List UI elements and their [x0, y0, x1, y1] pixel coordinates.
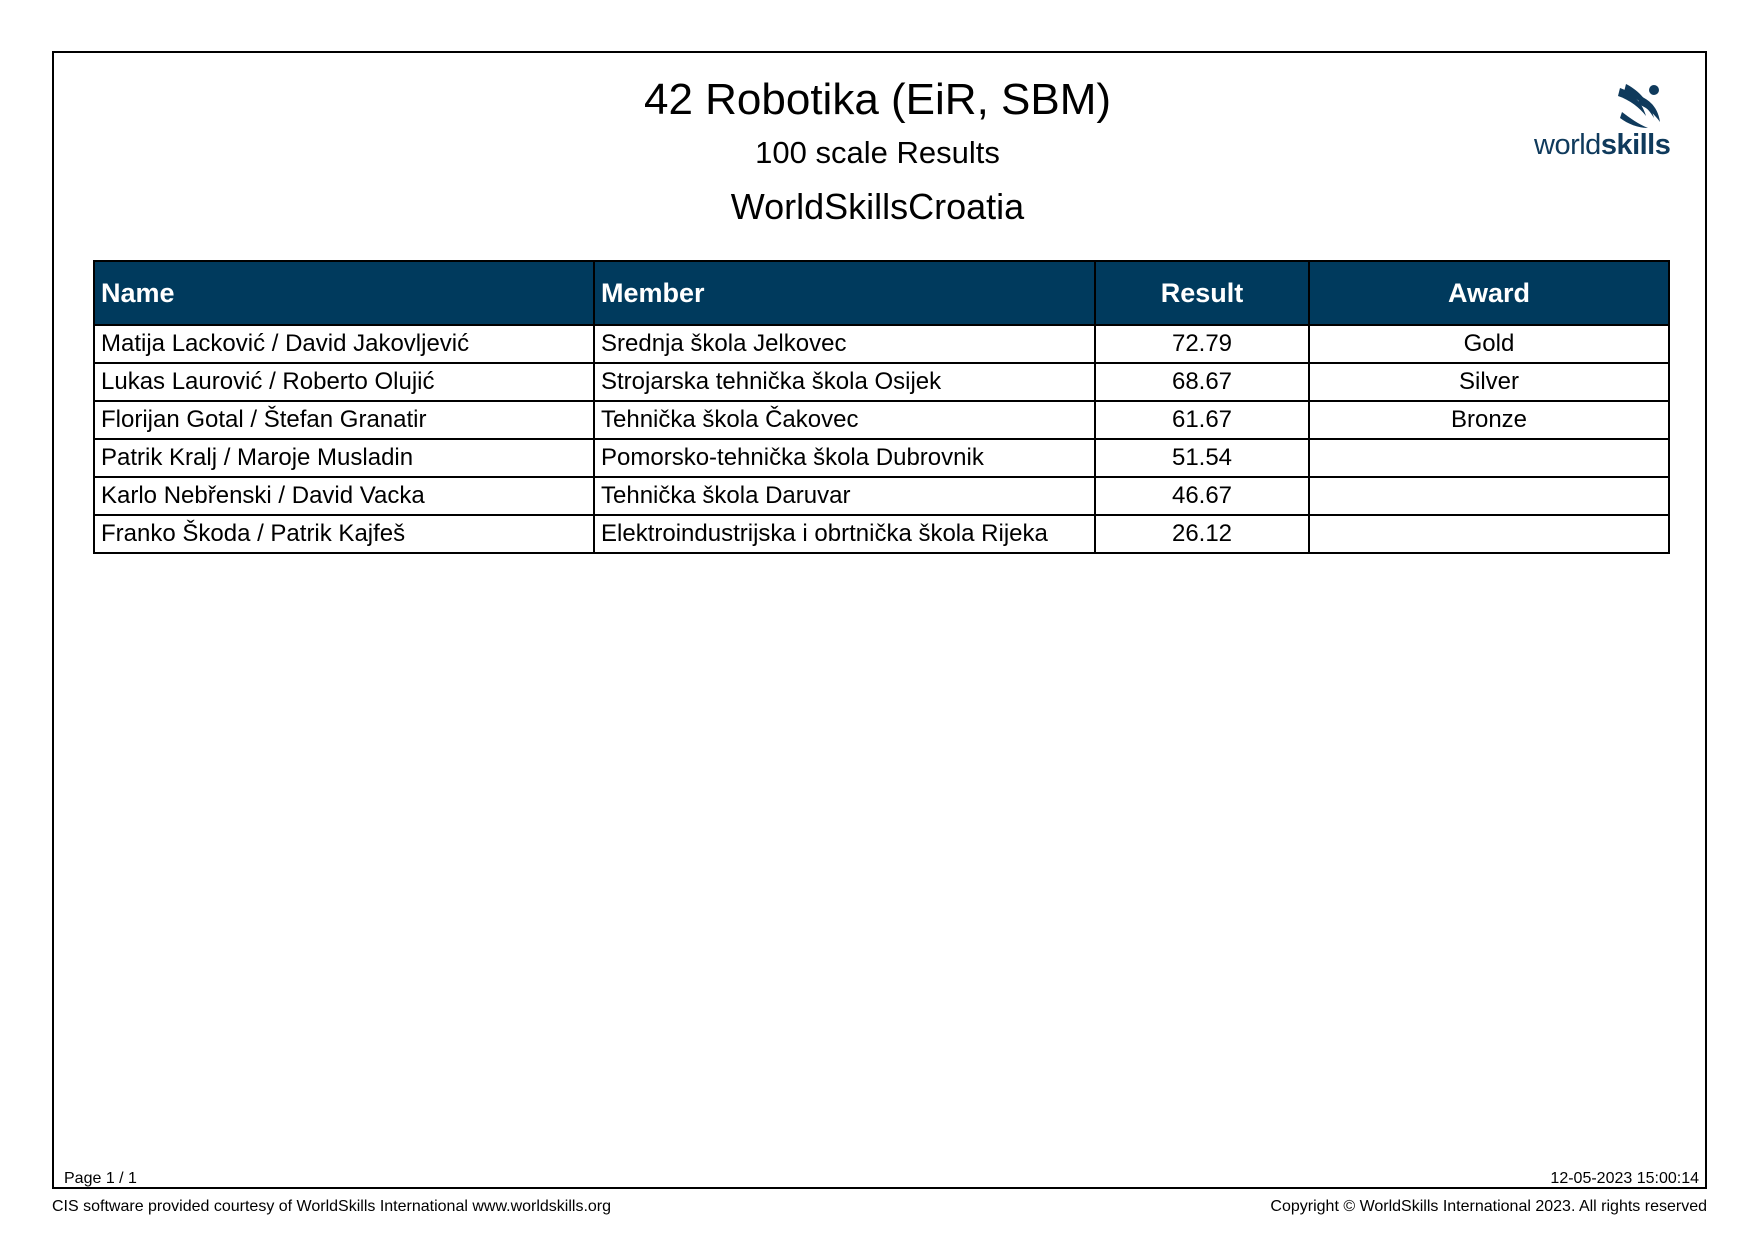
cell-award — [1309, 439, 1669, 477]
cell-result: 68.67 — [1095, 363, 1309, 401]
cell-result: 26.12 — [1095, 515, 1309, 553]
cell-member: Pomorsko-tehnička škola Dubrovnik — [594, 439, 1095, 477]
cell-award — [1309, 477, 1669, 515]
print-datetime: 12-05-2023 15:00:14 — [1550, 1170, 1699, 1187]
cell-name: Karlo Nebřenski / David Vacka — [94, 477, 594, 515]
cell-member: Srednja škola Jelkovec — [594, 325, 1095, 363]
worldskills-logo — [1530, 82, 1670, 162]
cell-member: Tehnička škola Daruvar — [594, 477, 1095, 515]
cell-name: Lukas Laurović / Roberto Olujić — [94, 363, 594, 401]
cell-name: Patrik Kralj / Maroje Musladin — [94, 439, 594, 477]
software-credit: CIS software provided courtesy of WorldSkills International www.worldskills.org — [52, 1198, 612, 1215]
page-number: Page 1 / 1 — [64, 1170, 137, 1187]
worldskills-wordmark — [1534, 128, 1670, 162]
cell-award: Bronze — [1309, 401, 1669, 439]
cell-member: Strojarska tehnička škola Osijek — [594, 363, 1095, 401]
report-title: 42 Robotika (EiR, SBM) — [643, 75, 1112, 124]
cell-result: 46.67 — [1095, 477, 1309, 515]
table-row — [94, 439, 1669, 477]
wordmark-light: world — [1534, 129, 1601, 161]
organization-name: WorldSkillsCroatia — [730, 186, 1025, 227]
column-header-name: Name — [94, 261, 594, 325]
table-row — [94, 477, 1669, 515]
cell-award: Silver — [1309, 363, 1669, 401]
table-row — [94, 363, 1669, 401]
results-table — [93, 260, 1670, 554]
table-header-row — [94, 261, 1669, 325]
cell-result: 72.79 — [1095, 325, 1309, 363]
table-row — [94, 401, 1669, 439]
cell-award — [1309, 515, 1669, 553]
cell-member: Tehnička škola Čakovec — [594, 401, 1095, 439]
report-subtitle: 100 scale Results — [755, 135, 1000, 170]
wordmark-bold: skills — [1600, 129, 1671, 161]
cell-result: 51.54 — [1095, 439, 1309, 477]
cell-name: Florijan Gotal / Štefan Granatir — [94, 401, 594, 439]
column-header-result: Result — [1095, 261, 1309, 325]
cell-member: Elektroindustrijska i obrtnička škola Rijeka — [594, 515, 1095, 553]
cell-result: 61.67 — [1095, 401, 1309, 439]
worldskills-mark-icon — [1612, 82, 1664, 134]
column-header-member: Member — [594, 261, 1095, 325]
cell-name: Franko Škoda / Patrik Kajfeš — [94, 515, 594, 553]
table-row — [94, 515, 1669, 553]
copyright-notice: Copyright © WorldSkills International 2023. All rights reserved — [1270, 1198, 1707, 1215]
column-header-award: Award — [1309, 261, 1669, 325]
table-row — [94, 325, 1669, 363]
cell-name: Matija Lacković / David Jakovljević — [94, 325, 594, 363]
cell-award: Gold — [1309, 325, 1669, 363]
